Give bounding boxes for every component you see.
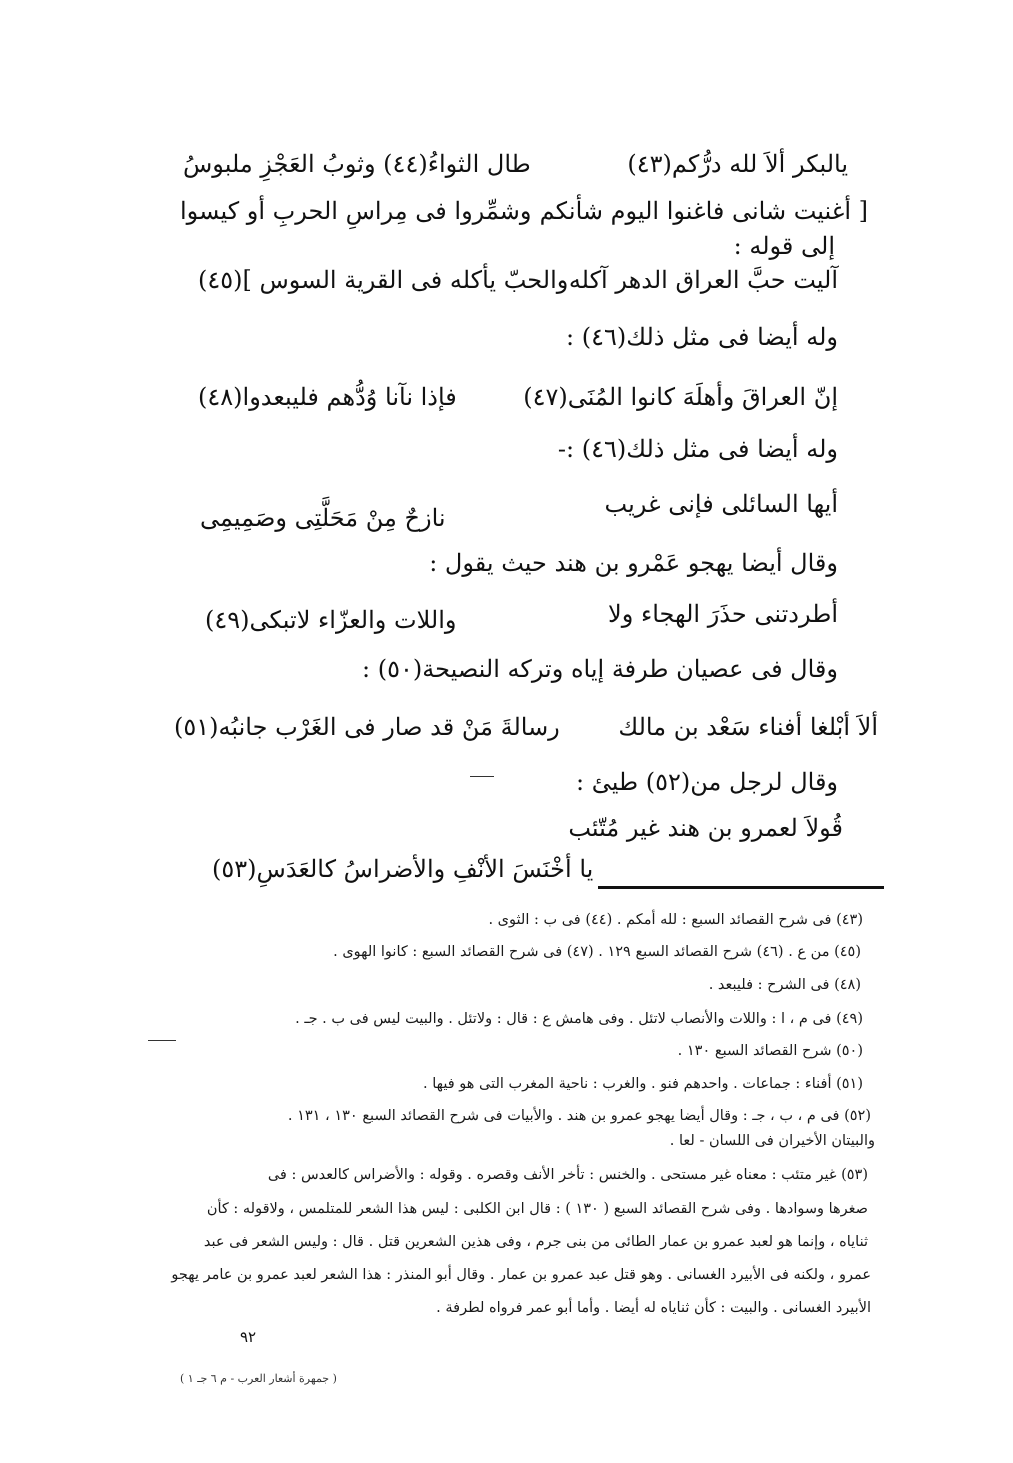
verse-right-hemistich: يالبكر ألاَ لله درُّكم(٤٣) bbox=[627, 150, 848, 178]
verse-line bbox=[198, 383, 838, 411]
verse-left-hemistich: رسالةَ مَنْ قد صار فى الغَرْب جانبُه(٥١) bbox=[174, 713, 560, 741]
verse-right-hemistich: إنّ العراقَ وأهلَهَ كانوا المُنَى(٤٧) bbox=[523, 383, 838, 411]
page-number: ٩٢ bbox=[240, 1328, 257, 1346]
signature-line: ( جمهرة أشعار العرب - م ٦ جـ ١ ) bbox=[180, 1372, 337, 1385]
verse-line bbox=[183, 150, 848, 178]
verse-left-hemistich: نازحٌ مِنْ مَحَلَّتِى وصَمِيمِى bbox=[200, 504, 446, 532]
verse-right-hemistich: أطردتنى حذَرَ الهجاء ولا bbox=[608, 600, 838, 628]
prose-line: وله أيضا فى مثل ذلك(٤٦) :- bbox=[557, 435, 838, 463]
scan-mark bbox=[470, 776, 494, 777]
verse-line bbox=[200, 490, 838, 532]
footnote-line: والبيتان الأخيران فى اللسان - لعا . bbox=[669, 1133, 875, 1149]
verse-left-hemistich: وشمِّروا فى مِراسِ الحربِ أو كيسوا bbox=[180, 197, 532, 225]
verse-left-hemistich: والحبّ يأكله فى القرية السوس ](٤٥) bbox=[198, 266, 569, 294]
verse-right-hemistich: آليت حبَّ العراق الدهر آكله bbox=[568, 266, 838, 294]
verse-right-hemistich: ألاَ أبْلغا أفناء سَعْد بن مالك bbox=[618, 713, 878, 741]
prose-line: إلى قوله : bbox=[733, 232, 835, 260]
verse-right-hemistich: أيها السائلى فإنى غريب bbox=[604, 490, 838, 518]
verse-left-hemistich: طال الثواءُ(٤٤) وثوبُ العَجْزِ ملبوسُ bbox=[183, 150, 531, 178]
footnote-line: عمرو ، ولكنه فى الأبيرد الغسانى . وهو قتل عبد عمرو بن عمار . وقال أبو المنذر : هذا الشعر لعبد عمرو بن عامر يهجو bbox=[171, 1267, 871, 1283]
verse-left-hemistich: يا أخْنَسَ الأنْفِ والأضراسُ كالعَدَسِ(٥٣) bbox=[212, 855, 594, 883]
verse-line bbox=[174, 713, 878, 741]
scan-mark bbox=[148, 1040, 176, 1041]
footnote-line: الأبيرد الغسانى . والبيت : كأن ثناياه له أيضا . وأما أبو عمر فرواه لطرفة . bbox=[436, 1300, 871, 1316]
footnote-line: (٤٩) فى م ، ا : واللات والأنصاب لاتئل . وفى هامش ع : قال : ولاتئل . والبيت ليس فى ب . جـ . bbox=[295, 1011, 863, 1027]
verse-line bbox=[198, 266, 838, 294]
verse-line bbox=[450, 814, 843, 842]
verse-right-hemistich: قُولاَ لعمرو بن هند غير مُتّئب bbox=[568, 814, 843, 842]
footnote-line: (٥٠) شرح القصائد السبع ١٣٠ . bbox=[677, 1043, 863, 1059]
footnote-line: (٤٥) من ع . (٤٦) شرح القصائد السبع ١٢٩ . (٤٧) فى شرح القصائد السبع : كانوا الهوى . bbox=[333, 944, 861, 960]
verse-line bbox=[205, 600, 838, 634]
footnote-line: (٥١) أفناء : جماعات . واحدهم فنو . والغرب : ناحية المغرب التى هو فيها . bbox=[423, 1076, 863, 1092]
prose-line: وله أيضا فى مثل ذلك(٤٦) : bbox=[566, 323, 838, 351]
prose-line: وقال فى عصيان طرفة إياه وتركه النصيحة(٥٠) : bbox=[362, 655, 838, 683]
footnote-divider bbox=[598, 886, 884, 889]
verse-line bbox=[180, 197, 868, 225]
verse-right-hemistich: [ أغنيت شانى فاغنوا اليوم شأنكم bbox=[539, 197, 868, 225]
footnote-line: صغرها وسوادها . وفى شرح القصائد السبع ( ١٣٠ ) : قال ابن الكلبى : ليس هذا الشعر للمتلمس ، ولاقوله : كأن bbox=[206, 1201, 868, 1217]
footnote-line: (٤٨) فى الشرح : فليبعد . bbox=[708, 977, 861, 993]
verse-line bbox=[212, 855, 602, 883]
verse-left-hemistich: واللات والعزّاء لاتبكى(٤٩) bbox=[205, 606, 457, 634]
footnote-line: ثناياه ، وإنما هو لعبد عمرو بن عمار الطائى من بنى جرم ، وفى هذين الشعرين قتل . قال : وليس الشعر فى عبد bbox=[203, 1234, 868, 1250]
footnote-line: (٥٢) فى م ، ب ، جـ : وقال أيضا يهجو عمرو بن هند . والأبيات فى شرح القصائد السبع ١٣٠ ، ١٣١ . bbox=[287, 1108, 871, 1124]
verse-left-hemistich: فإذا نآنا وُدُّهم فليبعدوا(٤٨) bbox=[198, 383, 457, 411]
footnote-line: (٤٣) فى شرح القصائد السبع : لله أمكم . (٤٤) فى ب : الثوى . bbox=[488, 912, 863, 928]
footnote-line: (٥٣) غير متئب : معناه غير مستحى . والخنس : تأخر الأنف وقصره . وقوله : والأضراس كالعدس : فى bbox=[267, 1167, 868, 1183]
prose-line: وقال لرجل من(٥٢) طيئ : bbox=[576, 768, 838, 796]
prose-line: وقال أيضا يهجو عَمْرو بن هند حيث يقول : bbox=[429, 549, 838, 577]
